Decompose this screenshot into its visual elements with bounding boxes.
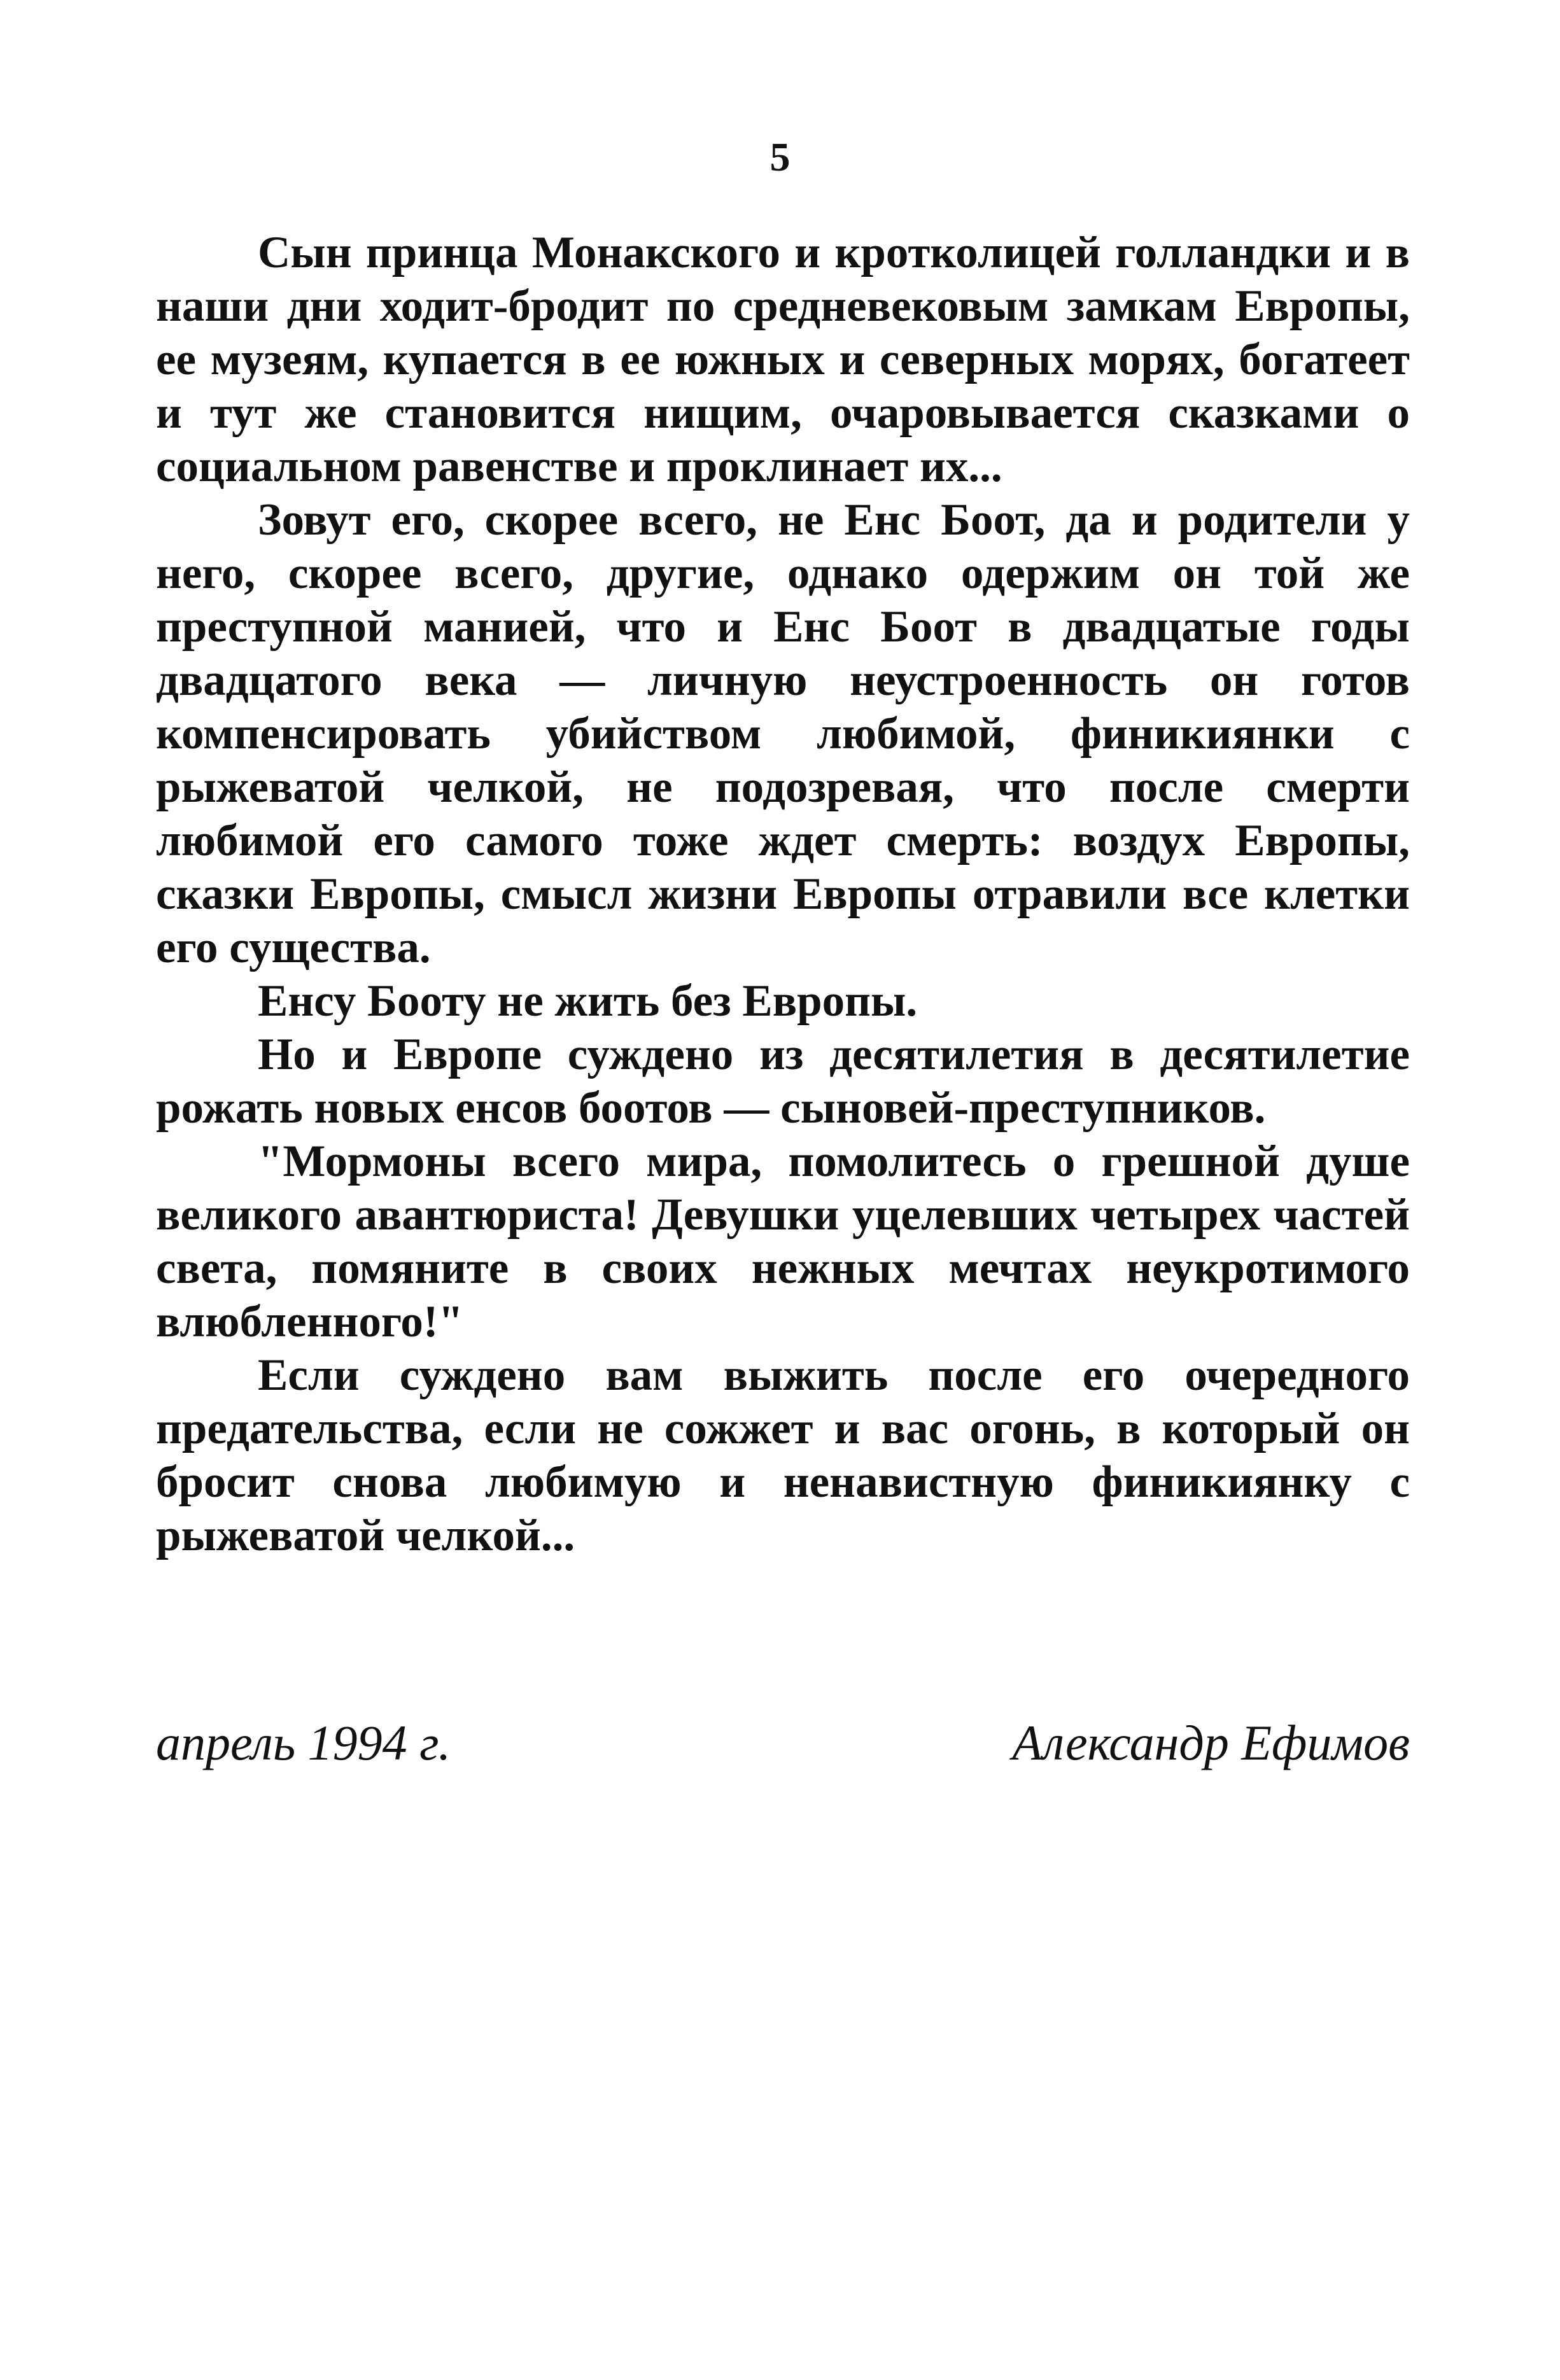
paragraph: Енсу Бооту не жить без Европы.: [258, 976, 918, 1026]
paragraph: Зовут его, скорее всего, не Енс Боот, да и родители у него, скорее всего, другие, однако одержим он той же преступной манией, что и Енс Боот в двадцатые годы двадцатого века — личную неустроенность он готов компенсировать убийством любимой, финикиянки с рыжеватой челкой, не подозревая, что после смерти любимой его самого тоже ждет смерть: воздух Европы, сказки Европы, смысл жизни Европы отравили все клетки его существа.: [156, 495, 1410, 972]
paragraph: Сын принца Монакского и кротколицей голландки и в наши дни ходит-бродит по средневековым замкам Европы, ее музеям, купается в ее южных и северных морях, богатеет и тут же становится нищим, очаровывается сказками о социальном равенстве и проклинает их...: [156, 228, 1410, 491]
page-number: 5: [769, 134, 791, 179]
paragraph: Но и Европе суждено из десятилетия в десятилетие рожать новых енсов боотов — сыновей-преступников.: [156, 1030, 1410, 1133]
signature-row: [156, 1715, 1410, 1770]
paragraph: "Мормоны всего мира, помолитесь о грешной душе великого авантюриста! Девушки уцелевших четырех частей света, помяните в своих нежных мечтах неукротимого влюбленного!": [156, 1137, 1410, 1347]
signature-date: апрель 1994 г.: [156, 1715, 451, 1770]
signature-author: Александр Ефимов: [1012, 1715, 1410, 1770]
main-text: [156, 226, 1410, 1562]
paragraph: Если суждено вам выжить после его очередного предательства, если не сожжет и вас огонь, в который он бросит снова любимую и ненавистную финикиянку с рыжеватой челкой...: [156, 1350, 1410, 1560]
